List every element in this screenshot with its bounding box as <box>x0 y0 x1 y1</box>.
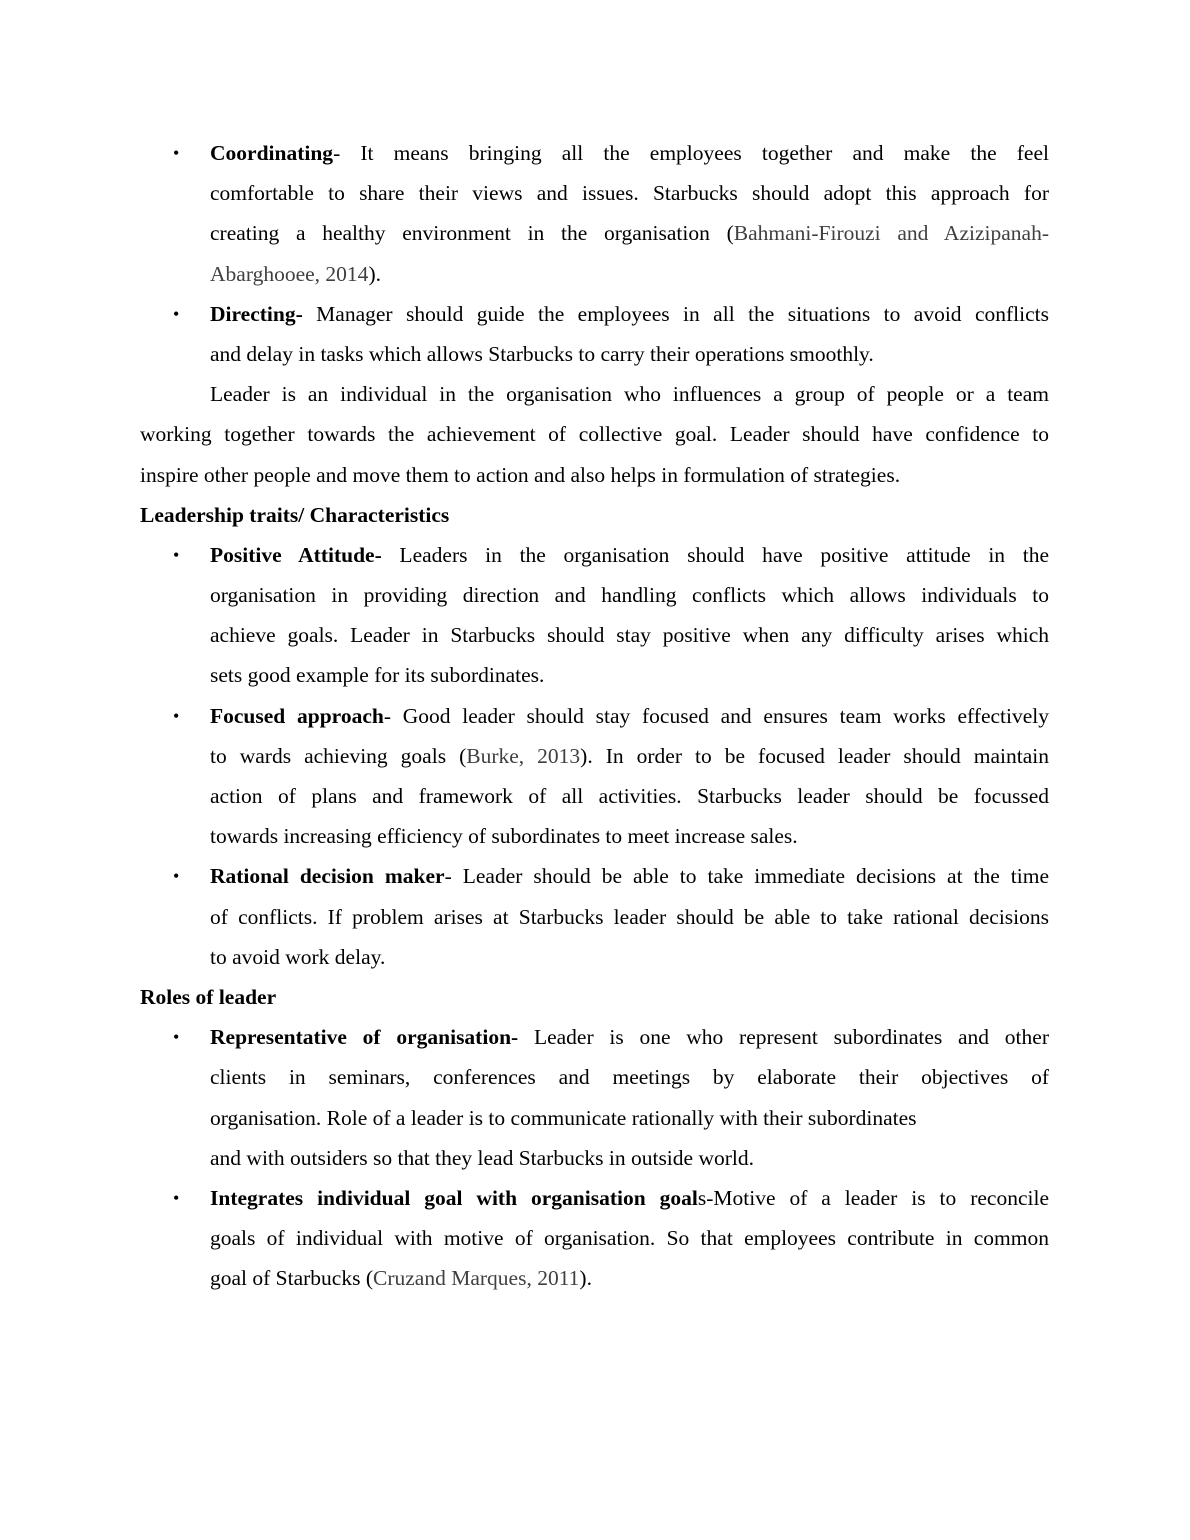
roles-heading: Roles of leader <box>140 984 277 1009</box>
bullet-integrates-line-2: goals of individual with motive of organisation. So that employees contribute in common <box>210 1226 1049 1251</box>
term-coordinating: Coordinating <box>210 141 334 165</box>
bullet-integrates-line-3: goal of Starbucks (Cruzand Marques, 2011). <box>210 1266 592 1291</box>
bullet-positive-attitude-line-1: • Positive Attitude- Leaders in the organisation should have positive attitude in the <box>210 535 1049 575</box>
traits-heading: Leadership traits/ Characteristics <box>140 502 450 527</box>
bullet-coordinating-line-4: Abarghooee, 2014). <box>210 261 381 286</box>
bullet-representative-line-3: organisation. Role of a leader is to communicate rationally with their subordinates <box>210 1105 917 1130</box>
citation: Abarghooee, 2014 <box>210 261 369 286</box>
bullet-icon: • <box>173 866 180 887</box>
bullet-icon: • <box>173 1187 180 1208</box>
bullet-integrates-line-1: • Integrates individual goal with organisation goals-Motive of a leader is to reconcile <box>210 1178 1049 1218</box>
bullet-representative-line-2: clients in seminars, conferences and meetings by elaborate their objectives of <box>210 1065 1049 1090</box>
document-page <box>140 133 1049 1298</box>
bullet-representative-line-4: and with outsiders so that they lead Starbucks in outside world. <box>210 1145 754 1170</box>
bullet-focused-approach-line-4: towards increasing efficiency of subordinates to meet increase sales. <box>210 824 798 849</box>
bullet-icon: • <box>173 143 180 163</box>
term-focused-approach: Focused approach <box>210 703 384 728</box>
bullet-focused-approach-line-3: action of plans and framework of all activities. Starbucks leader should be focussed <box>210 784 1049 808</box>
citation: Bahmani-Firouzi and Azizipanah- <box>733 221 1049 246</box>
bullet-coordinating-line-3: creating a healthy environment in the organisation (Bahmani-Firouzi and Azizipanah- <box>210 221 1049 246</box>
bullet-coordinating-line-1: • Coordinating- It means bringing all the employees together and make the feel <box>210 133 1049 173</box>
bullet-positive-attitude-line-2: organisation in providing direction and handling conflicts which allows individuals to <box>210 583 1049 608</box>
bullet-icon: • <box>173 705 180 726</box>
bullet-icon: • <box>173 544 180 565</box>
leader-paragraph-line-1: Leader is an individual in the organisation who influences a group of people or a team <box>210 382 1049 407</box>
bullet-rational-decision-line-1: • Rational decision maker- Leader should be able to take immediate decisions at the time <box>210 856 1049 896</box>
bullet-directing-line-1: • Directing- Manager should guide the employees in all the situations to avoid conflicts <box>210 294 1049 334</box>
bullet-positive-attitude-line-4: sets good example for its subordinates. <box>210 663 545 688</box>
term-integrates: Integrates individual goal with organisation goal <box>210 1185 698 1210</box>
bullet-icon: • <box>173 1027 180 1048</box>
bullet-coordinating-line-2: comfortable to share their views and issues. Starbucks should adopt this approach for <box>210 181 1049 206</box>
leader-paragraph-line-2: working together towards the achievement of collective goal. Leader should have confidence to <box>140 422 1049 447</box>
bullet-positive-attitude-line-3: achieve goals. Leader in Starbucks should stay positive when any difficulty arises which <box>210 623 1049 648</box>
term-positive-attitude: Positive Attitude- <box>210 542 382 567</box>
bullet-rational-decision-line-3: to avoid work delay. <box>210 944 386 969</box>
citation: Cruzand Marques, 2011 <box>373 1266 580 1291</box>
term-directing: Directing- <box>210 301 303 326</box>
bullet-directing-line-2: and delay in tasks which allows Starbucks to carry their operations smoothly. <box>210 341 874 366</box>
citation: Burke, 2013 <box>466 743 581 768</box>
bullet-icon: • <box>173 303 180 324</box>
bullet-focused-approach-line-2: to wards achieving goals (Burke, 2013). In order to be focused leader should maintain <box>210 743 1050 768</box>
bullet-representative-line-1: • Representative of organisation- Leader is one who represent subordinates and other <box>210 1017 1049 1057</box>
term-rational-decision-maker: Rational decision maker <box>210 864 445 889</box>
leader-paragraph-line-3: inspire other people and move them to action and also helps in formulation of strategies. <box>140 462 901 487</box>
bullet-focused-approach-line-1: • Focused approach- Good leader should stay focused and ensures team works effectively <box>210 696 1049 736</box>
term-representative: Representative of organisation- <box>210 1025 519 1050</box>
bullet-rational-decision-line-2: of conflicts. If problem arises at Starbucks leader should be able to take rational decisions <box>210 904 1049 929</box>
